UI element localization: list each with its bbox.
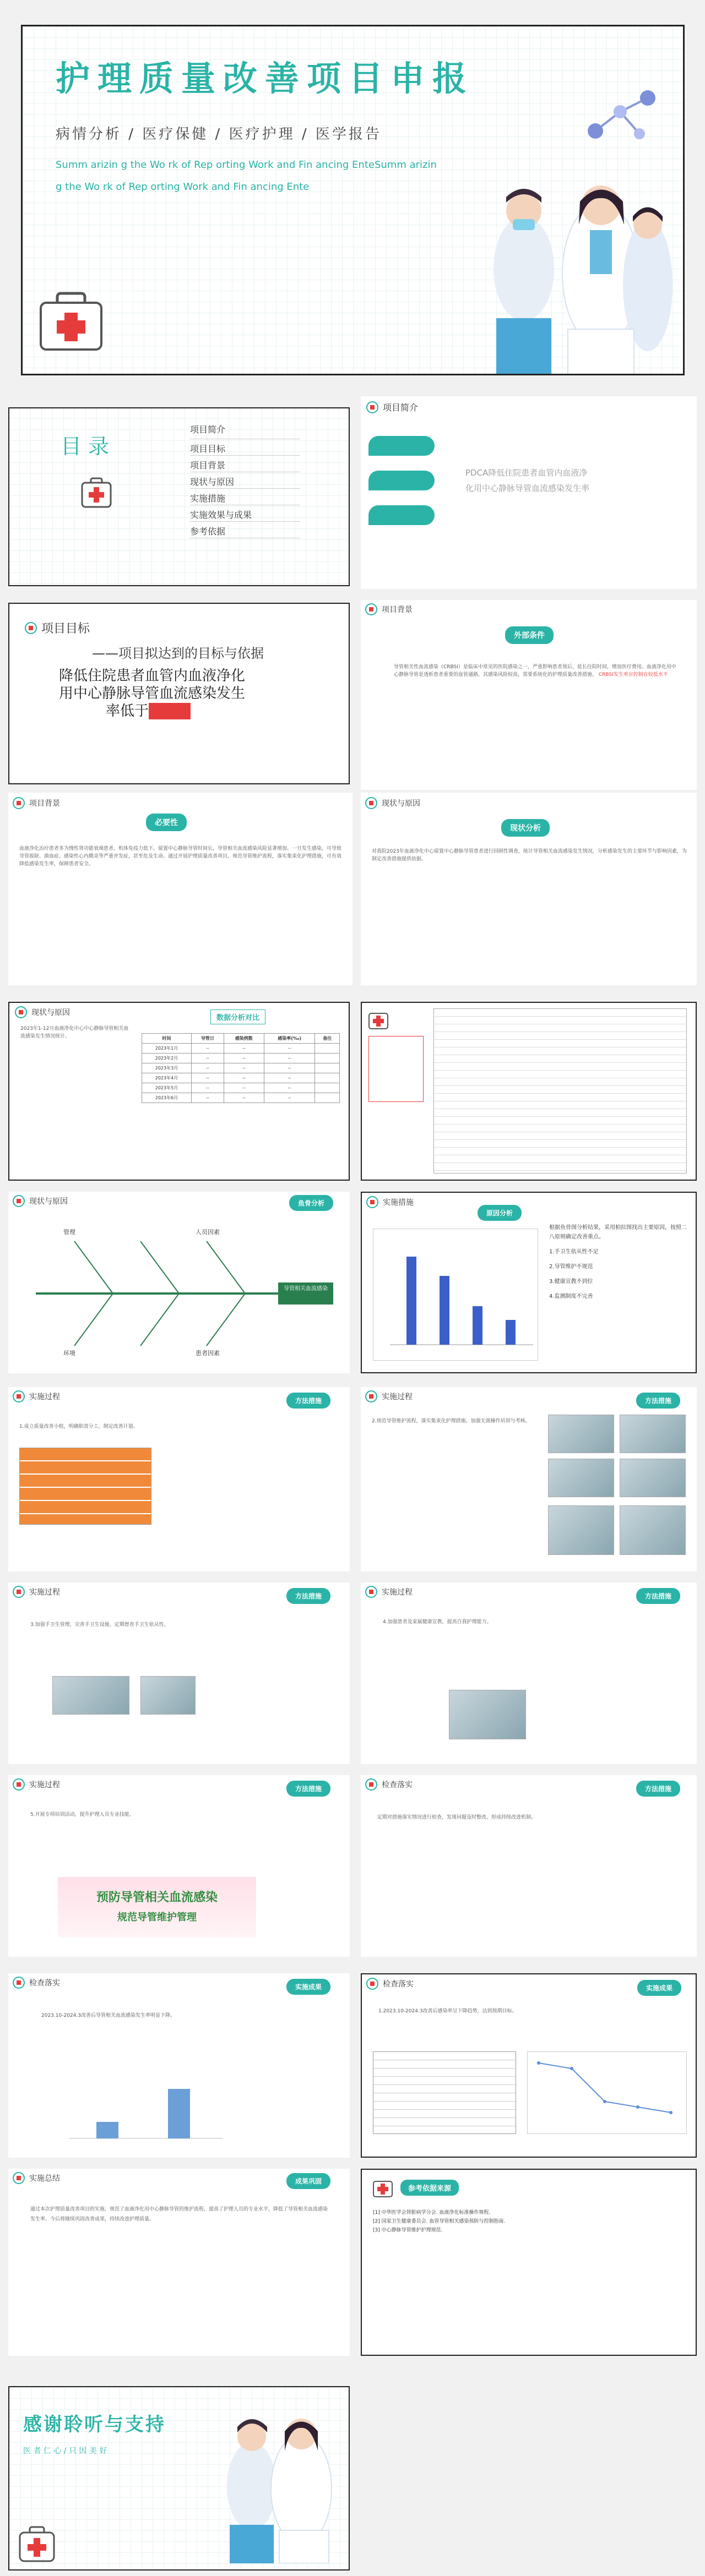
banner-line: 规范导管维护管理 (117, 1912, 197, 1923)
table-row (142, 1083, 340, 1093)
banner-line: 预防导管相关血流感染 (96, 1891, 218, 1904)
table-row (142, 1093, 340, 1103)
effect-table (373, 2051, 516, 2134)
table-header-row (142, 1034, 340, 1044)
summary-text: 通过本次护理质量改善项目的实施，规范了血液净化用中心静脉导管的维护流程，提高了护理人员的专业水平，降低了导管相关血流感染发生率。今后将继续巩固改善成果，持续改进护理质量。 (30, 2207, 328, 2222)
table-header-cell: 感染率(‰) (264, 1034, 314, 1044)
process-text: 2.规范导管维护流程，落实集束化护理措施，加强无菌操作培训与考核。 (372, 1418, 530, 1424)
effect-pill: 实施成果 (286, 1979, 330, 1995)
table-cell (315, 1083, 340, 1093)
table-header-cell: 备注 (315, 1034, 340, 1044)
table-cell: -- (224, 1083, 264, 1093)
process-photo (52, 1676, 129, 1715)
effect-pill: 实施成果 (637, 1980, 681, 1996)
toc-list (190, 423, 300, 538)
table-cell (315, 1044, 340, 1054)
fishbone-slide (8, 1192, 350, 1373)
process-slide (361, 1387, 697, 1571)
process-text: 5.开展专项培训活动，提升护理人员专业技能。 (30, 1812, 134, 1818)
process-pill: 方法措施 (636, 1588, 680, 1604)
background-external-slide (361, 600, 697, 790)
table-cell: 2023年3月 (142, 1063, 192, 1073)
goal-line: 用中心静脉导管血流感染发生 (59, 685, 246, 702)
toc-kit-icon (80, 476, 113, 509)
intro-slide (361, 396, 697, 589)
table-cell (315, 1063, 340, 1073)
process-header: 实施过程 (13, 1778, 60, 1791)
pareto-chart (373, 1229, 538, 1361)
summary-header: 实施总结 (13, 2172, 60, 2184)
intro-pill (368, 436, 435, 456)
status-intro-text: 2023年1-12月血液净化中心中心静脉导管相关血流感染发生情况统计。 (20, 1026, 129, 1039)
process-photo (140, 1676, 196, 1715)
process-slide (8, 1582, 350, 1764)
header-mark-icon (25, 622, 37, 634)
table-cell (315, 1054, 340, 1063)
status-header: 现状与原因 (365, 797, 420, 809)
table-cell: 2023年1月 (142, 1044, 192, 1054)
effect-slide (8, 1973, 350, 2158)
goal-body (59, 667, 245, 720)
table-cell: -- (191, 1073, 224, 1083)
molecule-icon (579, 81, 661, 148)
ref-item: [2] 国家卫生健康委员会. 血管导管相关感染预防与控制指南. (373, 2219, 506, 2224)
status-header: 现状与原因 (15, 1006, 70, 1018)
table-cell: 2023年4月 (142, 1073, 192, 1083)
process-table (19, 1448, 151, 1525)
goal-highlight: 1.5‰ (149, 703, 191, 719)
header-mark-icon (13, 1977, 25, 1989)
thanks-title: 感谢聆听与支持 (23, 2414, 166, 2436)
fishbone-diagram (30, 1225, 339, 1362)
measures-intro: 根据鱼骨图分析结果，采用柏拉图找出主要原因，按照二八原则确定改善重点。 (549, 1225, 687, 1240)
toc-item[interactable]: 项目目标 (190, 439, 300, 456)
check-text: 定期对措施落实情况进行检查，发现问题及时整改，形成持续改进机制。 (377, 1815, 536, 1820)
intro-description: PDCA降低住院患者血管内血液净化用中心静脉导管血流感染发生率 (465, 468, 590, 493)
intro-header: 项目简介 (366, 401, 418, 413)
toc-item[interactable]: 实施效果与成果 (190, 505, 300, 522)
toc-item[interactable]: 项目简介 (190, 423, 300, 439)
process-pill: 方法措施 (636, 1393, 680, 1409)
fishbone-result: 导管相关血流感染 (284, 1286, 328, 1292)
header-mark-icon (366, 1978, 378, 1990)
process-photo (449, 1690, 526, 1739)
cover-title: 护理质量改善项目申报 (56, 58, 475, 99)
table-cell: -- (224, 1073, 264, 1083)
goal-subheader: ——项目拟达到的目标与依据 (92, 646, 264, 661)
table-row (142, 1073, 340, 1083)
process-slide (8, 1387, 350, 1571)
table-cell: -- (264, 1093, 314, 1103)
header-mark-icon (15, 1006, 27, 1018)
process-photo (548, 1459, 614, 1497)
fishbone-label: 管理 (63, 1229, 75, 1236)
process-text: 4.加强患者及家属健康宣教，提高自我护理能力。 (383, 1619, 492, 1625)
table-header-cell: 时间 (142, 1034, 192, 1044)
process-pill: 方法措施 (286, 1393, 330, 1409)
fishbone-label: 人员因素 (196, 1229, 220, 1236)
data-comparison-slide (8, 1002, 350, 1181)
cover-slide (21, 25, 685, 375)
thanks-kit-icon (18, 2525, 56, 2563)
references-slide (361, 2169, 697, 2356)
infection-data-table (142, 1033, 340, 1103)
measures-point: 3.健康宣教不到位 (549, 1279, 593, 1285)
background-text: 导管相关性血流感染（CRBSI）是临床中常见的医院感染之一，严重影响患者预后，延长住院时间，增加医疗费用。血液净化用中心静脉导管是透析患者重要的血管通路，其感染风险较高，需要系统化的护理质量改善措施。 CRBSI发生率应控制在较低水平 (394, 664, 676, 678)
check-pill: 方法措施 (636, 1781, 680, 1797)
form-sidebar-text (368, 1036, 424, 1102)
header-mark-icon (13, 1778, 25, 1791)
status-analysis-pill: 现状分析 (501, 819, 550, 837)
summary-pill: 成果巩固 (286, 2173, 330, 2189)
process-header: 实施过程 (365, 1586, 413, 1598)
toc-item[interactable]: 现状与原因 (190, 472, 300, 489)
header-mark-icon (13, 1586, 25, 1598)
goal-line: 率低于1.5‰ (106, 703, 191, 719)
table-row (142, 1054, 340, 1063)
header-mark-icon (13, 2172, 25, 2184)
measures-pill: 原因分析 (478, 1205, 522, 1221)
effect-text: 1.2023.10-2024.3改善后感染率呈下降趋势，达到预期目标。 (378, 2009, 517, 2014)
background-necessity-slide (8, 793, 352, 985)
background-header: 项目背景 (365, 603, 413, 615)
process-header: 实施过程 (13, 1586, 60, 1598)
effect-slide (361, 1973, 697, 2158)
table-header-cell: 感染例数 (224, 1034, 264, 1044)
measures-header: 实施措施 (366, 1196, 414, 1208)
promo-banner (58, 1877, 256, 1938)
table-cell: -- (191, 1093, 224, 1103)
table-cell: -- (264, 1083, 314, 1093)
table-row (142, 1044, 340, 1054)
process-photo (620, 1415, 686, 1453)
refs-list (373, 2208, 687, 2235)
header-mark-icon (365, 797, 377, 809)
header-mark-icon (366, 401, 378, 413)
cover-subtitle: Summ arizin g the Wo rk of Rep orting Work and Fin ancing EnteSumm arizin g the Wo rk of Rep orting Work and Fin ancing Ente (56, 159, 437, 193)
toc-item[interactable]: 项目背景 (190, 456, 300, 472)
effect-bar-chart (63, 2050, 229, 2144)
header-mark-icon (13, 1195, 25, 1207)
toc-item[interactable]: 参考依据 (190, 522, 300, 538)
table-cell: -- (224, 1054, 264, 1063)
ref-item: [3] 中心静脉导管维护护理规范. (373, 2228, 443, 2233)
process-text: 1.成立质量改善小组，明确职责分工，制定改善计划。 (19, 1424, 138, 1429)
intro-pill (368, 505, 435, 525)
refs-kit-icon (372, 2176, 394, 2198)
intro-pill (368, 471, 435, 490)
measures-point: 1.手卫生依从性不足 (549, 1249, 599, 1255)
necessity-text: 血液净化治疗患者多为慢性肾功能衰竭患者，机体免疫力低下，留置中心静脉导管时间长，导管相关血流感染风险显著增加。一旦发生感染，可导致导管拔除、菌血症、感染性心内膜炎等严重并发症，甚至危及生命。通过开展护理质量改善项目，规范导管维护流程，落实集束化护理措施，可有效降低感染发生率，保障患者安全。 (19, 846, 342, 867)
table-cell: 2023年5月 (142, 1083, 192, 1093)
effect-line-chart (527, 2051, 687, 2134)
measures-text (549, 1223, 690, 1301)
process-photo (620, 1459, 686, 1497)
header-mark-icon (366, 1196, 378, 1208)
process-photo (548, 1505, 614, 1555)
nurse-group-illustration (208, 2398, 345, 2563)
necessity-pill: 必要性 (146, 814, 187, 831)
background-header: 项目背景 (13, 797, 60, 809)
background-highlight: CRBSI发生率应控制在较低水平 (598, 672, 668, 678)
table-cell: -- (224, 1093, 264, 1103)
effect-text: 2023.10-2024.3改善后导管相关血流感染发生率明显下降。 (41, 2013, 175, 2018)
process-pill: 方法措施 (286, 1781, 330, 1797)
thanks-subtitle: 医 者 仁 心 / 只 因 美 好 (23, 2447, 107, 2455)
fishbone-pill: 鱼骨分析 (289, 1195, 333, 1211)
checklist-form-slide (361, 1002, 697, 1181)
fishbone-label: 患者因素 (196, 1350, 220, 1357)
header-mark-icon (365, 1390, 377, 1402)
table-header-cell: 导管日 (191, 1034, 224, 1044)
process-slide (361, 1582, 697, 1764)
table-cell: -- (264, 1054, 314, 1063)
table-cell (315, 1093, 340, 1103)
nurse-group-illustration (463, 164, 673, 375)
cause-header: 现状与原因 (13, 1195, 68, 1207)
status-analysis-slide (361, 793, 697, 985)
table-cell: -- (224, 1044, 264, 1054)
table-row (142, 1063, 340, 1073)
goal-header: 项目目标 (25, 619, 90, 636)
toc-slide (8, 407, 350, 586)
table-cell: -- (191, 1044, 224, 1054)
measures-point: 2.导管维护不规范 (549, 1264, 593, 1270)
toc-title: 目 录 (61, 434, 110, 459)
thanks-slide (8, 2386, 350, 2570)
table-cell: -- (191, 1063, 224, 1073)
ref-item: [1] 中华医学会肾脏病学分会. 血液净化标准操作规程. (373, 2210, 491, 2215)
process-photo (620, 1505, 686, 1555)
goal-line: 降低住院患者血管内血液净化 (59, 668, 246, 684)
header-mark-icon (365, 1586, 377, 1598)
check-slide (361, 1775, 697, 1957)
table-cell: -- (224, 1063, 264, 1073)
fishbone-label: 环境 (63, 1350, 75, 1357)
table-cell: -- (264, 1073, 314, 1083)
data-comparison-pill: 数据分析对比 (210, 1009, 265, 1024)
toc-item[interactable]: 实施措施 (190, 489, 300, 505)
table-cell (315, 1073, 340, 1083)
check-header: 检查落实 (365, 1778, 413, 1791)
cover-tags: 病情分析 / 医疗保健 / 医疗护理 / 医学报告 (56, 126, 382, 143)
form-kit-icon (367, 1008, 389, 1030)
measures-point: 4.监测制度不完善 (549, 1294, 593, 1300)
header-mark-icon (365, 603, 377, 615)
table-cell: 2023年2月 (142, 1054, 192, 1063)
goal-slide (8, 603, 350, 784)
process-photo (548, 1415, 614, 1453)
summary-slide (8, 2169, 350, 2356)
checklist-form-image (433, 1008, 687, 1174)
table-cell: 2023年6月 (142, 1093, 192, 1103)
table-cell: -- (191, 1083, 224, 1093)
process-header: 实施过程 (365, 1390, 413, 1402)
process-text: 3.加强手卫生管理，完善手卫生设施，定期督查手卫生依从性。 (30, 1622, 169, 1628)
header-mark-icon (13, 797, 25, 809)
table-cell: -- (264, 1044, 314, 1054)
medical-kit-icon (38, 291, 104, 351)
table-cell: -- (191, 1054, 224, 1063)
process-slide (8, 1775, 350, 1957)
process-pill: 方法措施 (286, 1588, 330, 1604)
measures-slide (361, 1192, 697, 1373)
header-mark-icon (365, 1778, 377, 1791)
process-header: 实施过程 (13, 1390, 60, 1402)
status-text: 对我院2023年血液净化中心留置中心静脉导管患者进行回顾性调查，统计导管相关血流感染发生情况，分析感染发生的主要环节与影响因素，为制定改善措施提供依据。 (372, 849, 687, 862)
table-cell: -- (264, 1063, 314, 1073)
refs-header: 参考依据来源 (400, 2180, 459, 2196)
external-conditions-pill: 外部条件 (505, 626, 554, 644)
effect-header: 检查落实 (366, 1978, 414, 1990)
effect-header: 检查落实 (13, 1977, 60, 1989)
header-mark-icon (13, 1390, 25, 1402)
